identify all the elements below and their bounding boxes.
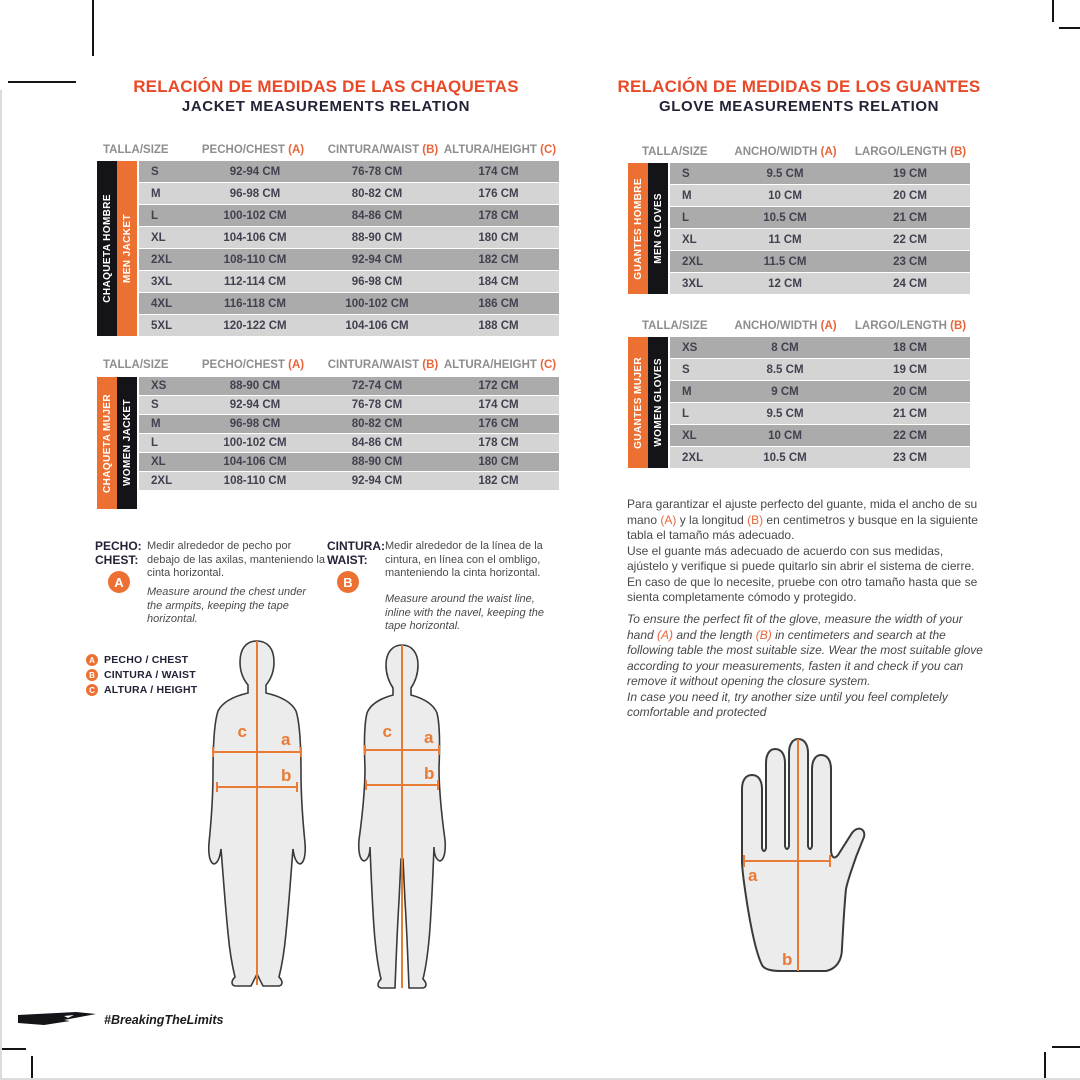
table-row xyxy=(670,185,970,206)
value-cell: 182 CM xyxy=(478,253,519,266)
legend-label-height: ALTURA / HEIGHT xyxy=(104,684,198,696)
value-cell: 100-102 CM xyxy=(223,437,287,449)
value-cell: 23 CM xyxy=(893,451,927,464)
size-cell: S xyxy=(682,167,690,180)
value-cell: 88-90 CM xyxy=(229,380,281,392)
col-header-height: ALTURA/HEIGHT (C) xyxy=(443,144,557,156)
size-cell: 2XL xyxy=(151,253,173,266)
value-cell: 186 CM xyxy=(478,297,519,310)
value-cell: 92-94 CM xyxy=(229,165,281,178)
women-gloves-sidebar-es: GUANTES MUJER xyxy=(628,337,648,468)
table-row xyxy=(139,161,559,182)
value-cell: 92-94 CM xyxy=(229,399,281,411)
size-cell: L xyxy=(151,209,159,222)
value-cell: 76-78 CM xyxy=(351,165,403,178)
jackets-title-en: JACKET MEASUREMENTS RELATION xyxy=(181,98,471,115)
page-edge-left xyxy=(0,90,2,1080)
value-cell: 112-114 CM xyxy=(223,275,286,288)
female-label-a: a xyxy=(424,728,434,747)
glove-fit-text-es: Para garantizar el ajuste perfecto del guante, mida el ancho de su mano (A) y la longitud (B) en centimetros y busque en la siguiente tabla el tamaño más adecuado. Use el guante más adecuado de acuerdo con sus medidas, ajústelo y verifique si puede quitarlo sin abrir el sistema de cierre. En caso de que lo necesite, pruebe con otro tamaño hasta que se sienta completamente cómodo y protegido. xyxy=(627,497,978,604)
size-cell: S xyxy=(682,363,690,376)
value-cell: 100-102 CM xyxy=(345,297,409,310)
table-row xyxy=(670,381,970,402)
women-jacket-sidebar-en: WOMEN JACKET xyxy=(117,377,137,509)
value-cell: 10 CM xyxy=(768,429,802,442)
crop-mark-top-right-h xyxy=(1059,27,1080,29)
glove-label-a: a xyxy=(748,866,758,885)
table-row xyxy=(670,337,970,358)
col-header-chest: PECHO/CHEST (A) xyxy=(201,144,305,156)
size-cell: M xyxy=(682,385,692,398)
size-cell: XL xyxy=(682,233,697,246)
value-cell: 10 CM xyxy=(768,189,802,202)
col-header-height: ALTURA/HEIGHT (C) xyxy=(443,359,557,371)
col-header-waist: CINTURA/WAIST (B) xyxy=(327,359,439,371)
size-cell: L xyxy=(682,407,690,420)
value-cell: 10.5 CM xyxy=(763,211,807,224)
men-gloves-table xyxy=(670,163,970,295)
value-cell: 174 CM xyxy=(478,399,519,411)
waist-instruction-en: Measure around the waist line, inline with the navel, keeping the tape horizontal. xyxy=(385,593,544,632)
value-cell: 84-86 CM xyxy=(351,437,403,449)
col-header-width: ANCHO/WIDTH (A) xyxy=(734,320,837,332)
table-row xyxy=(139,315,559,336)
legend-badge-a: A xyxy=(86,654,98,666)
value-cell: 10.5 CM xyxy=(763,451,807,464)
value-cell: 96-98 CM xyxy=(229,187,281,200)
gloves-title-en: GLOVE MEASUREMENTS RELATION xyxy=(658,98,940,115)
crop-mark-bottom-right-v xyxy=(1044,1052,1046,1080)
legend-badge-b: B xyxy=(86,669,98,681)
table-row xyxy=(670,403,970,424)
value-cell: 182 CM xyxy=(478,475,519,487)
women-jacket-table xyxy=(139,377,559,491)
crop-mark-top-left-h xyxy=(8,81,76,83)
size-cell: S xyxy=(151,165,159,178)
table-row xyxy=(139,271,559,292)
male-label-a: a xyxy=(281,730,291,749)
value-cell: 96-98 CM xyxy=(229,418,281,430)
size-cell: XL xyxy=(151,231,166,244)
glove-fit-text-en: To ensure the perfect fit of the glove, measure the width of your hand (A) and the length (B) in centimeters and search at the following table the most suitable size. Wear the most suitable glove according to your measurements, fasten it and check if you can remove it without opening the closure system. In case you need it, try another size until you feel completely comfortable and protected xyxy=(627,612,983,719)
col-header-chest: PECHO/CHEST (A) xyxy=(201,359,305,371)
value-cell: 19 CM xyxy=(893,363,927,376)
gloves-title-es: RELACIÓN DE MEDIDAS DE LOS GUANTES xyxy=(617,77,981,96)
glove-measurement-diagram xyxy=(706,733,896,978)
crop-mark-bottom-right-h xyxy=(1052,1046,1080,1048)
value-cell: 21 CM xyxy=(893,407,927,420)
value-cell: 20 CM xyxy=(893,385,927,398)
female-label-c: c xyxy=(382,722,392,741)
value-cell: 20 CM xyxy=(893,189,927,202)
size-cell: XL xyxy=(682,429,697,442)
women-gloves-sidebar-en: WOMEN GLOVES xyxy=(648,337,668,468)
glove-table-header-women xyxy=(628,320,968,332)
table-row xyxy=(139,205,559,226)
female-figure xyxy=(359,645,446,988)
brand-logo xyxy=(18,1012,98,1026)
women-gloves-table xyxy=(670,337,970,469)
col-header-size: TALLA/SIZE xyxy=(103,144,169,156)
legend-label-waist: CINTURA / WAIST xyxy=(104,669,196,681)
female-label-b: b xyxy=(424,764,435,783)
value-cell: 24 CM xyxy=(893,277,927,290)
value-cell: 120-122 CM xyxy=(223,319,287,332)
crop-mark-bottom-left-v xyxy=(31,1056,33,1080)
table-row xyxy=(670,251,970,272)
table-row xyxy=(670,273,970,294)
value-cell: 92-94 CM xyxy=(351,475,403,487)
value-cell: 9.5 CM xyxy=(766,167,804,180)
table-row xyxy=(670,447,970,468)
value-cell: 176 CM xyxy=(478,187,519,200)
value-cell: 23 CM xyxy=(893,255,927,268)
size-cell: 4XL xyxy=(151,297,173,310)
size-cell: S xyxy=(151,399,159,411)
chest-instruction-label: PECHO: CHEST: xyxy=(95,539,142,567)
value-cell: 80-82 CM xyxy=(351,187,403,200)
value-cell: 9.5 CM xyxy=(766,407,804,420)
value-cell: 174 CM xyxy=(478,165,519,178)
hand-outline xyxy=(742,739,864,971)
value-cell: 100-102 CM xyxy=(223,209,287,222)
size-cell: M xyxy=(151,187,161,200)
col-header-size: TALLA/SIZE xyxy=(642,146,708,158)
size-cell: 3XL xyxy=(682,277,704,290)
value-cell: 104-106 CM xyxy=(223,231,287,244)
value-cell: 108-110 CM xyxy=(223,475,287,487)
size-cell: L xyxy=(682,211,690,224)
col-header-size: TALLA/SIZE xyxy=(642,320,708,332)
value-cell: 84-86 CM xyxy=(351,209,403,222)
value-cell: 88-90 CM xyxy=(351,456,403,468)
legend-badge-c: C xyxy=(86,684,98,696)
value-cell: 76-78 CM xyxy=(351,399,403,411)
value-cell: 11.5 CM xyxy=(763,255,807,268)
table-row xyxy=(139,227,559,248)
crop-mark-top-left-v xyxy=(92,0,94,56)
table-row xyxy=(139,249,559,270)
chest-badge-a: A xyxy=(108,571,130,593)
value-cell: 180 CM xyxy=(478,456,519,468)
legend-label-chest: PECHO / CHEST xyxy=(104,654,189,666)
value-cell: 172 CM xyxy=(478,380,519,392)
waist-instruction-label: CINTURA: WAIST: xyxy=(327,539,385,567)
value-cell: 180 CM xyxy=(478,231,519,244)
value-cell: 80-82 CM xyxy=(351,418,403,430)
value-cell: 96-98 CM xyxy=(351,275,403,288)
jacket-table-header-women xyxy=(95,359,557,371)
chest-instruction-es: Medir alrededor de pecho por debajo de las axilas, manteniendo la cinta horizontal. xyxy=(147,540,325,579)
value-cell: 72-74 CM xyxy=(351,380,403,392)
col-header-width: ANCHO/WIDTH (A) xyxy=(734,146,837,158)
male-figure xyxy=(209,641,306,986)
value-cell: 116-118 CM xyxy=(223,297,286,310)
men-gloves-sidebar-en: MEN GLOVES xyxy=(648,163,668,294)
table-row xyxy=(670,229,970,250)
table-row xyxy=(139,472,559,490)
table-row xyxy=(139,183,559,204)
table-row xyxy=(139,415,559,433)
value-cell: 178 CM xyxy=(478,209,519,222)
value-cell: 8.5 CM xyxy=(766,363,804,376)
table-row xyxy=(139,453,559,471)
size-cell: XS xyxy=(151,380,167,392)
size-cell: XL xyxy=(151,456,166,468)
size-cell: 5XL xyxy=(151,319,173,332)
table-row xyxy=(670,207,970,228)
value-cell: 22 CM xyxy=(893,233,927,246)
size-cell: M xyxy=(151,418,161,430)
size-cell: 2XL xyxy=(151,475,173,487)
value-cell: 21 CM xyxy=(893,211,927,224)
col-header-length: LARGO/LENGTH (B) xyxy=(854,320,967,332)
hashtag-breaking-the-limits: #BreakingTheLimits xyxy=(104,1013,224,1027)
male-label-b: b xyxy=(281,766,292,785)
value-cell: 104-106 CM xyxy=(223,456,287,468)
size-cell: 3XL xyxy=(151,275,173,288)
glove-table-header-men xyxy=(628,146,968,158)
women-jacket-sidebar-es: CHAQUETA MUJER xyxy=(97,377,117,509)
crop-mark-top-right-v xyxy=(1052,0,1054,22)
glove-label-b: b xyxy=(782,950,793,969)
value-cell: 176 CM xyxy=(478,418,519,430)
waist-badge-b: B xyxy=(337,571,359,593)
value-cell: 18 CM xyxy=(893,341,927,354)
table-row xyxy=(670,359,970,380)
jacket-table-header-men xyxy=(95,144,557,156)
male-label-c: c xyxy=(237,722,247,741)
size-cell: XS xyxy=(682,341,698,354)
col-header-waist: CINTURA/WAIST (B) xyxy=(327,144,439,156)
jackets-title-es: RELACIÓN DE MEDIDAS DE LAS CHAQUETAS xyxy=(133,77,519,96)
waist-instruction-es: Medir alrededor de la línea de la cintura, en línea con el ombligo, manteniendo la cinta horizontal. xyxy=(385,540,543,579)
value-cell: 19 CM xyxy=(893,167,927,180)
men-jacket-sidebar-es: CHAQUETA HOMBRE xyxy=(97,161,117,336)
value-cell: 178 CM xyxy=(478,437,519,449)
table-row xyxy=(139,293,559,314)
value-cell: 8 CM xyxy=(771,341,799,354)
size-cell: 2XL xyxy=(682,451,704,464)
chest-instruction-en: Measure around the chest under the armpits, keeping the tape horizontal. xyxy=(147,586,306,625)
crop-mark-bottom-left-h xyxy=(2,1048,26,1050)
value-cell: 188 CM xyxy=(478,319,519,332)
size-cell: 2XL xyxy=(682,255,704,268)
value-cell: 184 CM xyxy=(478,275,519,288)
value-cell: 11 CM xyxy=(768,233,802,246)
brand-logo-swoosh xyxy=(18,1012,96,1025)
men-jacket-sidebar-en: MEN JACKET xyxy=(117,161,137,336)
size-cell: M xyxy=(682,189,692,202)
col-header-size: TALLA/SIZE xyxy=(103,359,169,371)
table-row xyxy=(670,163,970,184)
men-gloves-sidebar-es: GUANTES HOMBRE xyxy=(628,163,648,294)
col-header-length: LARGO/LENGTH (B) xyxy=(854,146,967,158)
value-cell: 92-94 CM xyxy=(351,253,403,266)
body-measurement-diagram xyxy=(180,633,470,991)
table-row xyxy=(670,425,970,446)
table-row xyxy=(139,396,559,414)
value-cell: 108-110 CM xyxy=(223,253,287,266)
size-cell: L xyxy=(151,437,159,449)
value-cell: 22 CM xyxy=(893,429,927,442)
value-cell: 88-90 CM xyxy=(351,231,403,244)
table-row xyxy=(139,434,559,452)
value-cell: 9 CM xyxy=(771,385,799,398)
men-jacket-table xyxy=(139,161,559,337)
value-cell: 104-106 CM xyxy=(345,319,409,332)
value-cell: 12 CM xyxy=(768,277,802,290)
table-row xyxy=(139,377,559,395)
